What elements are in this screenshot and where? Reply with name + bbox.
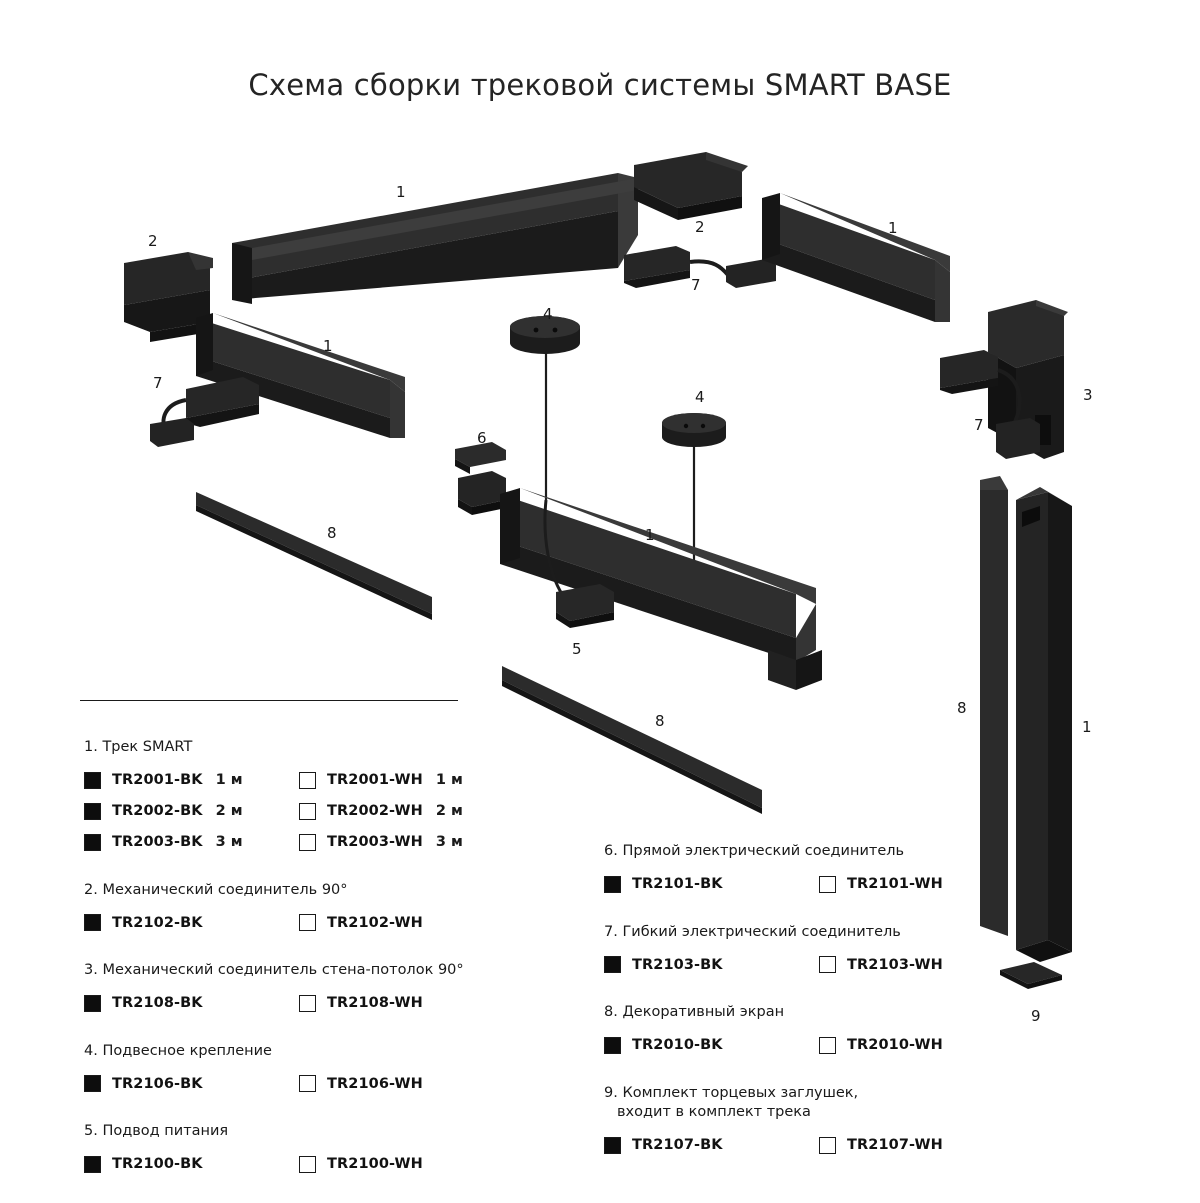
product-code: TR2107-WH — [847, 1137, 943, 1154]
white-swatch-icon — [819, 1037, 836, 1054]
legend-row — [604, 956, 1104, 973]
corner-connector-top — [634, 152, 748, 220]
product-length: 3 м — [215, 834, 243, 851]
product-code: TR2002-BK — [112, 803, 203, 820]
legend-column-left — [84, 738, 564, 1203]
product-code: TR2103-BK — [632, 956, 723, 973]
white-swatch-icon — [299, 772, 316, 789]
legend-variant-bk — [84, 1075, 299, 1092]
legend-variant-bk — [84, 803, 299, 820]
white-swatch-icon — [819, 956, 836, 973]
product-code: TR2106-BK — [112, 1075, 203, 1092]
legend-variant-wh — [299, 1075, 514, 1092]
legend-variant-wh — [299, 772, 514, 789]
legend-variant-wh — [299, 914, 514, 931]
product-length: 2 м — [215, 803, 243, 820]
legend-variant-wh — [819, 1037, 1034, 1054]
product-code: TR2003-WH — [327, 834, 423, 851]
legend-row — [84, 995, 564, 1012]
product-length: 3 м — [435, 834, 463, 851]
legend-row — [84, 1075, 564, 1092]
black-swatch-icon — [84, 1075, 101, 1092]
page-title: Схема сборки трековой системы SMART BASE — [248, 68, 952, 102]
legend-group-heading: 2. Механический соединитель 90° — [84, 881, 348, 898]
legend-variant-wh — [299, 803, 514, 820]
legend-row — [604, 1037, 1104, 1054]
legend-spacer — [604, 907, 1104, 917]
legend-variant-wh — [299, 834, 514, 851]
legend-group — [84, 738, 564, 875]
white-swatch-icon — [819, 876, 836, 893]
legend-group — [84, 961, 564, 1036]
legend-spacer — [84, 1026, 564, 1036]
legend-variant-bk — [84, 834, 299, 851]
product-code: TR2107-BK — [632, 1137, 723, 1154]
legend-group — [604, 1084, 1104, 1178]
product-length: 1 м — [215, 772, 243, 789]
black-swatch-icon — [84, 1156, 101, 1173]
legend-group-heading: 8. Декоративный экран — [604, 1004, 785, 1021]
black-swatch-icon — [84, 772, 101, 789]
screen-left — [196, 492, 432, 620]
callout-number: 1 — [645, 526, 655, 544]
legend-group — [604, 923, 1104, 998]
legend-group-heading: 9. Комплект торцевых заглушек, входит в комплект трека — [604, 1084, 1104, 1123]
white-swatch-icon — [299, 995, 316, 1012]
callout-number: 4 — [695, 388, 705, 406]
product-code: TR2103-WH — [847, 956, 943, 973]
legend-group-heading: 6. Прямой электрический соединитель — [604, 843, 905, 859]
callout-number: 7 — [153, 374, 163, 392]
legend-row — [84, 834, 564, 851]
product-code: TR2100-WH — [327, 1156, 423, 1173]
callout-number: 7 — [691, 276, 701, 294]
legend-spacer — [604, 987, 1104, 997]
legend-group-heading: 5. Подвод питания — [84, 1123, 229, 1140]
legend-variant-bk — [84, 995, 299, 1012]
black-swatch-icon — [604, 876, 621, 893]
product-code: TR2010-BK — [632, 1037, 723, 1054]
black-swatch-icon — [604, 956, 621, 973]
product-code: TR2102-BK — [112, 914, 203, 931]
white-swatch-icon — [299, 803, 316, 820]
legend-variant-bk — [84, 914, 299, 931]
callout-number: 1 — [323, 337, 333, 355]
legend-group-heading: 4. Подвесное крепление — [84, 1042, 272, 1059]
product-length: 2 м — [435, 803, 463, 820]
white-swatch-icon — [299, 1075, 316, 1092]
legend-row — [84, 803, 564, 820]
legend-group-heading: 7. Гибкий электрический соединитель — [604, 923, 901, 940]
product-code: TR2010-WH — [847, 1037, 943, 1054]
legend-group — [84, 881, 564, 956]
legend-variant-bk — [604, 1137, 819, 1154]
legend-variant-bk — [604, 1037, 819, 1054]
product-code: TR2108-BK — [112, 995, 203, 1012]
black-swatch-icon — [84, 995, 101, 1012]
callout-number: 8 — [655, 712, 665, 730]
legend-group-heading: 3. Механический соединитель стена-потолок 90° — [84, 962, 464, 979]
black-swatch-icon — [84, 914, 101, 931]
legend-group — [604, 1003, 1104, 1078]
product-code: TR2101-BK — [632, 876, 723, 893]
legend-spacer — [84, 1106, 564, 1116]
product-code: TR2106-WH — [327, 1075, 423, 1092]
black-swatch-icon — [604, 1137, 621, 1154]
product-code: TR2003-BK — [112, 834, 203, 851]
white-swatch-icon — [299, 1156, 316, 1173]
legend-row — [84, 772, 564, 789]
callout-number: 8 — [327, 524, 337, 542]
legend-variant-wh — [819, 876, 1034, 893]
product-length: 1 м — [435, 772, 463, 789]
callout-number: 2 — [695, 218, 705, 236]
black-swatch-icon — [604, 1037, 621, 1054]
legend-variant-bk — [604, 876, 819, 893]
legend-variant-bk — [604, 956, 819, 973]
callout-number: 1 — [396, 183, 406, 201]
legend-variant-wh — [299, 1156, 514, 1173]
legend-spacer — [84, 1187, 564, 1197]
callout-number: 3 — [1083, 386, 1093, 404]
legend-group-heading: 1. Трек SMART — [84, 739, 193, 755]
pendant-mount-left — [510, 316, 580, 500]
product-code: TR2001-BK — [112, 772, 203, 789]
product-code: TR2100-BK — [112, 1156, 203, 1173]
black-swatch-icon — [84, 803, 101, 820]
legend-variant-bk — [84, 772, 299, 789]
callout-number: 5 — [572, 640, 582, 658]
legend-row — [84, 914, 564, 931]
legend-spacer — [84, 865, 564, 875]
legend-group — [84, 1042, 564, 1117]
black-swatch-icon — [84, 834, 101, 851]
product-code: TR2108-WH — [327, 995, 423, 1012]
white-swatch-icon — [819, 1137, 836, 1154]
legend-column-right — [604, 842, 1104, 1184]
product-code: TR2101-WH — [847, 876, 943, 893]
product-code: TR2002-WH — [327, 803, 423, 820]
legend-row — [604, 1137, 1104, 1154]
legend-spacer — [604, 1068, 1104, 1078]
legend-variant-wh — [299, 995, 514, 1012]
track-top-left — [232, 173, 638, 304]
legend-variant-bk — [84, 1156, 299, 1173]
legend-variant-wh — [819, 1137, 1034, 1154]
white-swatch-icon — [299, 914, 316, 931]
legend-spacer — [84, 945, 564, 955]
callout-number: 8 — [957, 699, 967, 717]
legend-group — [604, 842, 1104, 917]
callout-number: 4 — [543, 305, 553, 323]
callout-number: 6 — [477, 429, 487, 447]
callout-number: 1 — [888, 219, 898, 237]
track-top-right — [762, 193, 950, 322]
legend-variant-wh — [819, 956, 1034, 973]
straight-connector — [455, 442, 506, 515]
callout-number: 2 — [148, 232, 158, 250]
legend-divider — [80, 700, 458, 701]
track-center — [500, 488, 822, 690]
legend-row — [604, 876, 1104, 893]
legend-group — [84, 1122, 564, 1197]
white-swatch-icon — [299, 834, 316, 851]
callout-number: 9 — [1031, 1007, 1041, 1025]
legend-spacer — [604, 1168, 1104, 1178]
flex-connector-left — [150, 377, 259, 447]
legend-row — [84, 1156, 564, 1173]
callout-number: 1 — [1082, 718, 1092, 736]
product-code: TR2102-WH — [327, 914, 423, 931]
callout-number: 7 — [974, 416, 984, 434]
legend-group-subheading: входит в комплект трека — [617, 1104, 811, 1121]
product-code: TR2001-WH — [327, 772, 423, 789]
